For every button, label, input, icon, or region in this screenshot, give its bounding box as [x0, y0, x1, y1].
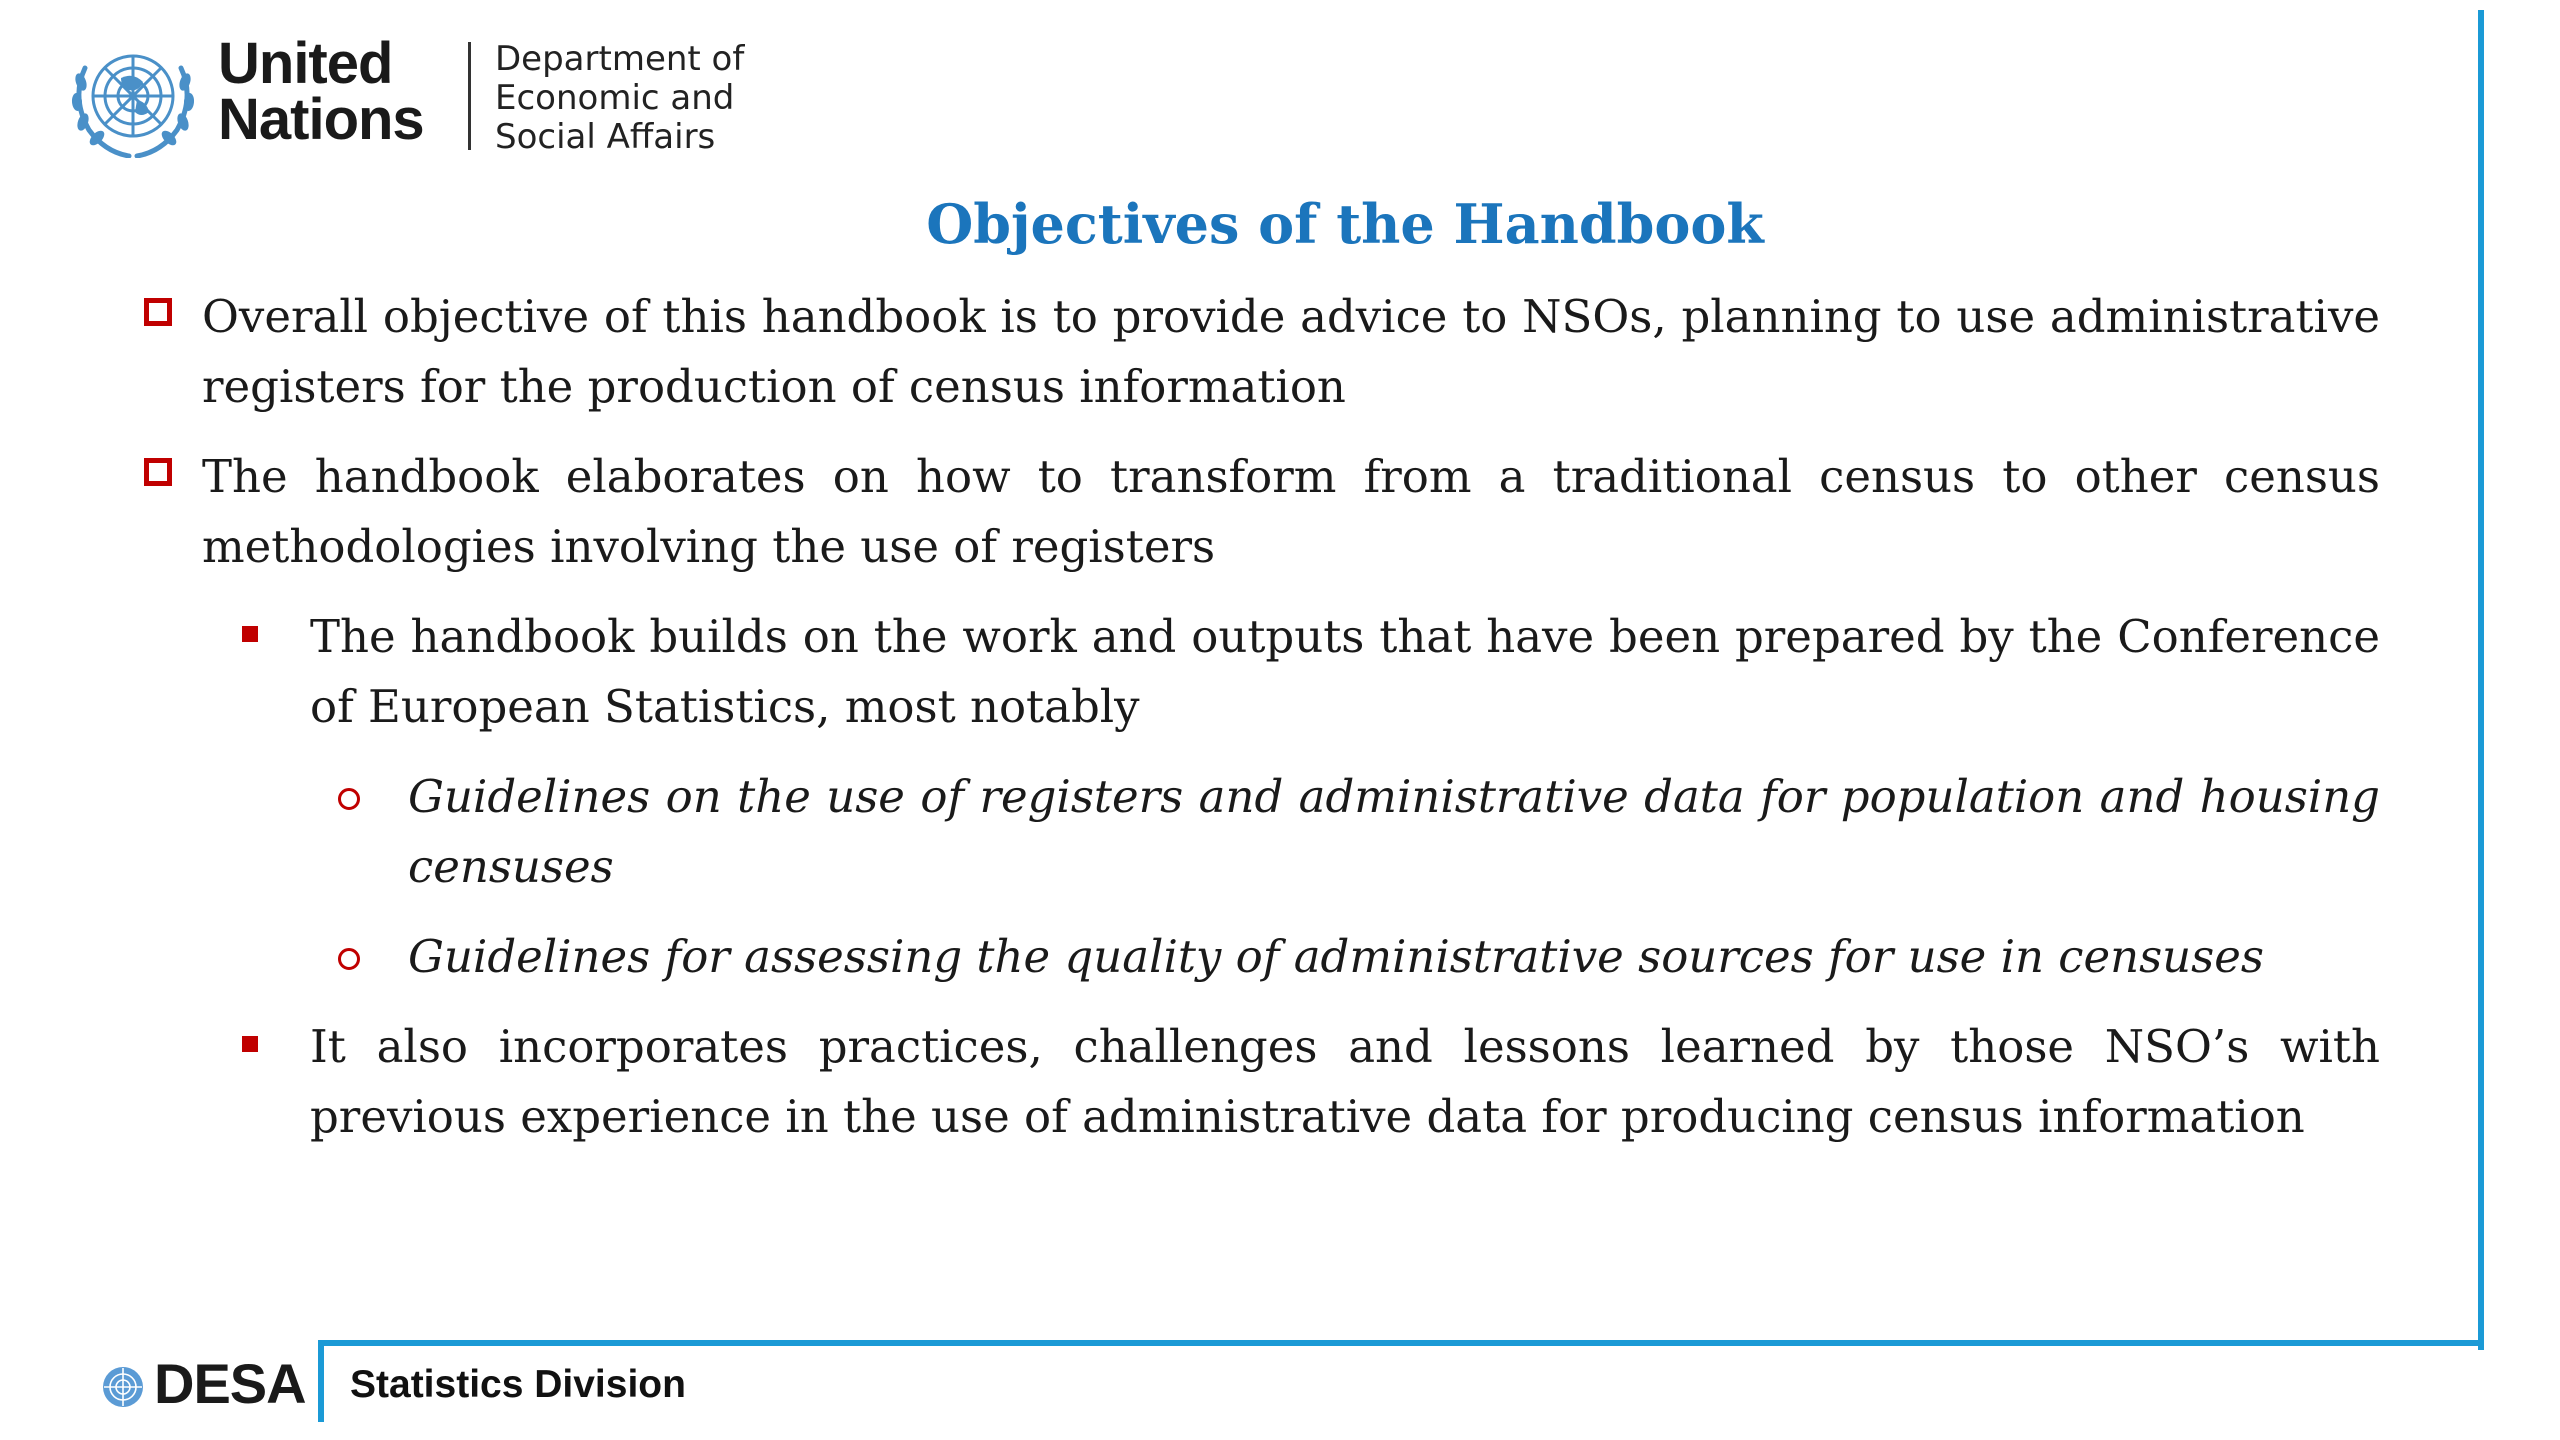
- un-emblem-icon: [62, 38, 204, 158]
- bullet-text: The handbook elaborates on how to transform from a traditional census to other census methodologies involving the use of registers: [202, 450, 2380, 573]
- bullet-level1: [140, 282, 2380, 422]
- un-wordmark-line2: Nations: [218, 87, 424, 152]
- footer-divider: [318, 1340, 324, 1422]
- bullet-level3: [140, 922, 2380, 992]
- bullet-level2: [140, 1012, 2380, 1152]
- circle-bullet-icon: [338, 948, 360, 970]
- bullet-level1: [140, 442, 2380, 582]
- filled-square-bullet-icon: [242, 626, 258, 642]
- circle-bullet-icon: [338, 788, 360, 810]
- un-wordmark: [218, 31, 424, 152]
- division-label: Statistics Division: [350, 1363, 686, 1406]
- frame-bottom-line: [318, 1340, 2484, 1346]
- slide-body: [140, 282, 2380, 1172]
- bullet-text: Overall objective of this handbook is to provide advice to NSOs, planning to use administrative registers for the production of census information: [202, 290, 2380, 413]
- slide-title: Objectives of the Handbook: [926, 192, 1764, 256]
- bullet-level3: [140, 762, 2380, 902]
- slide-title-wrap: [0, 192, 2190, 256]
- frame-right-line: [2478, 10, 2484, 1350]
- bullet-text: Guidelines on the use of registers and administrative data for population and housing censuses: [408, 770, 2380, 893]
- bullet-level2: [140, 602, 2380, 742]
- department-line1: Department of: [495, 39, 745, 79]
- department-line2: Economic and: [495, 78, 735, 118]
- hollow-square-bullet-icon: [144, 458, 172, 486]
- bullet-text: The handbook builds on the work and outputs that have been prepared by the Conference of European Statistics, most notably: [310, 610, 2380, 733]
- logo-divider: [468, 42, 471, 150]
- department-name: [495, 40, 744, 157]
- un-emblem-small-icon: [96, 1362, 150, 1412]
- un-wordmark-line1: United: [218, 31, 393, 96]
- desa-label: DESA: [154, 1352, 306, 1415]
- hollow-square-bullet-icon: [144, 298, 172, 326]
- department-line3: Social Affairs: [495, 117, 716, 157]
- filled-square-bullet-icon: [242, 1036, 258, 1052]
- bullet-text: It also incorporates practices, challenges and lessons learned by those NSO’s with previous experience in the use of administrative data for producing census information: [310, 1020, 2380, 1143]
- bullet-text: Guidelines for assessing the quality of administrative sources for use in censuses: [408, 930, 2264, 983]
